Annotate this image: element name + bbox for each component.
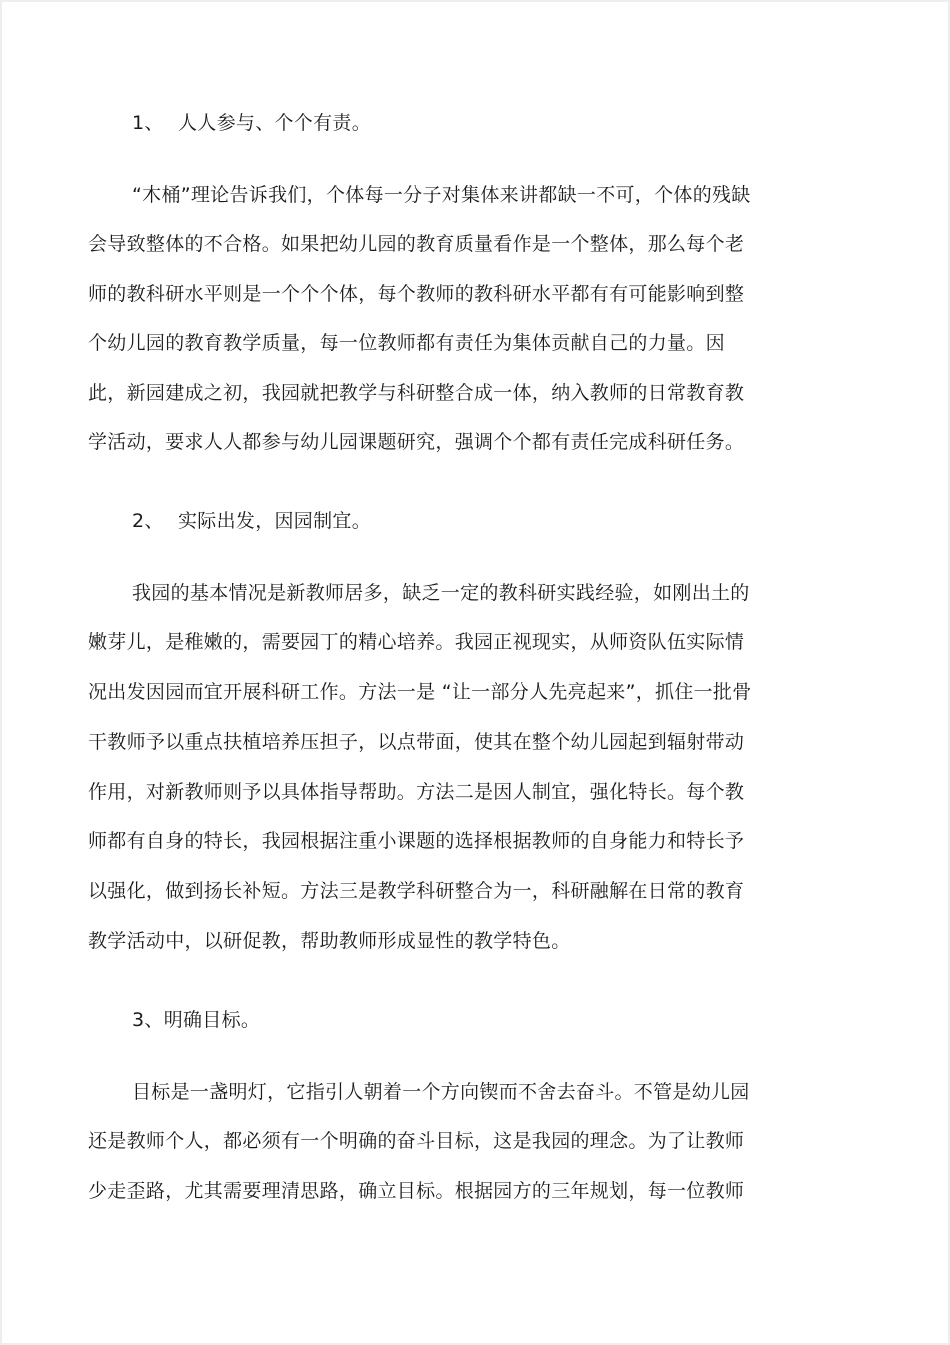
- section-1-heading: [132, 109, 371, 137]
- section-1-number: 1、: [132, 112, 164, 134]
- paragraph-line: 目标是一盏明灯，它指引人朝着一个方向锲而不舍去奋斗。不管是幼儿园: [132, 1081, 750, 1103]
- section-2-title: 实际出发，因园制宜。: [178, 510, 372, 532]
- paragraph-line: 干教师予以重点扶植培养压担子，以点带面，使其在整个幼儿园起到辐射带动: [88, 731, 745, 753]
- paragraph-line: 个幼儿园的教育教学质量，每一位教师都有责任为集体贡献自己的力量。因: [88, 332, 725, 354]
- section-2-heading: [132, 507, 371, 535]
- paragraph-line: 少走歪路，尤其需要理清思路，确立目标。根据园方的三年规划，每一位教师: [88, 1180, 745, 1202]
- paragraph-line: 我园的基本情况是新教师居多，缺乏一定的教科研实践经验，如刚出土的: [132, 582, 750, 604]
- paragraph-line: 以强化，做到扬长补短。方法三是教学科研整合为一，科研融解在日常的教育: [88, 880, 745, 902]
- paragraph-line: 学活动，要求人人都参与幼儿园课题研究，强调个个都有责任完成科研任务。: [88, 431, 745, 453]
- section-3-title: 明确目标。: [163, 1009, 261, 1031]
- section-1-title: 人人参与、个个有责。: [178, 112, 372, 134]
- paragraph-line: 此，新园建成之初，我园就把教学与科研整合成一体，纳入教师的日常教育教: [88, 382, 745, 404]
- paragraph-line: 作用，对新教师则予以具体指导帮助。方法二是因人制宜，强化特长。每个教: [88, 781, 745, 803]
- paragraph-line: 况出发因园而宜开展科研工作。方法一是 “让一部分人先亮起来”，抓住一批骨: [88, 681, 752, 703]
- paragraph-line: 还是教师个人，都必须有一个明确的奋斗目标，这是我园的理念。为了让教师: [88, 1130, 745, 1152]
- paragraph-line: 师的教科研水平则是一个个个体，每个教师的教科研水平都有有可能影响到整: [88, 283, 745, 305]
- paragraph-line: 嫩芽儿，是稚嫩的，需要园丁的精心培养。我园正视现实，从师资队伍实际情: [88, 631, 745, 653]
- paragraph-line: 会导致整体的不合格。如果把幼儿园的教育质量看作是一个整体，那么每个老: [88, 233, 745, 255]
- paragraph-line: “木桶”理论告诉我们，个体每一分子对集体来讲都缺一不可，个体的残缺: [132, 184, 751, 206]
- section-3-number: 3、: [132, 1009, 164, 1031]
- paragraph-line: 师都有自身的特长，我园根据注重小课题的选择根据教师的自身能力和特长予: [88, 830, 745, 852]
- paragraph-line: 教学活动中，以研促教，帮助教师形成显性的教学特色。: [88, 930, 571, 952]
- section-3-heading: [132, 1006, 260, 1034]
- section-2-number: 2、: [132, 510, 164, 532]
